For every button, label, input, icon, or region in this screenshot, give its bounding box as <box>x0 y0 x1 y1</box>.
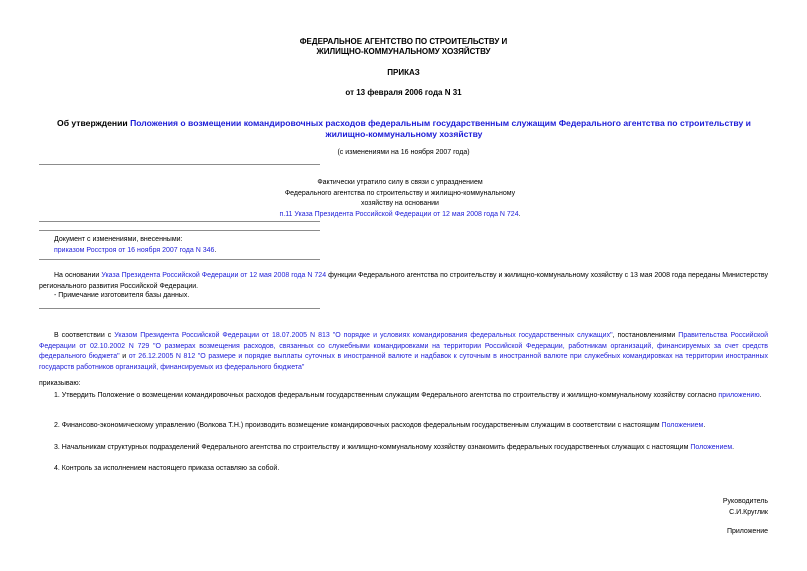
appendix-label: Приложение <box>726 528 768 535</box>
void-line-3: хозяйству на основании <box>361 200 439 207</box>
order-item-2: 2. Финансово-экономическому управлению (Волкова Т.Н.) производить возмещение командировочных расходов федеральным государственным служащим в соответствии с настоящим Положением. <box>54 422 706 429</box>
signature-name: С.И.Круглик <box>729 509 768 516</box>
basis-link[interactable]: Указа Президента Российской Федерации от 12 мая 2008 года N 724 <box>101 272 327 279</box>
basis-note: На основании Указа Президента Российской Федерации от 12 мая 2008 года N 724 функции Федерального агентства по строительству и жилищно-коммунальному хозяйству с 13 мая 2008 года переданы Министерству регионального развития Российской Федерации. <box>39 272 768 290</box>
order-word: приказываю: <box>39 380 81 387</box>
title-prefix: Об утверждении <box>57 118 131 128</box>
void-line-2: Федерального агентства по строительству и жилищно-коммунальному <box>284 189 516 197</box>
changes-link[interactable]: приказом Росстроя от 16 ноября 2007 года N 346 <box>54 246 215 254</box>
preamble-link-decree[interactable]: Указом Президента Российской Федерации от 18.07.2005 N 813 "О порядке и условиях командирования федеральных государственных служащих" <box>114 332 613 339</box>
amended-note: (с изменениями на 16 ноября 2007 года) <box>337 149 470 156</box>
void-line-1: Фактически утратило силу в связи с упразднением <box>317 179 483 186</box>
order-date: от 13 февраля 2006 года N 31 <box>345 88 462 97</box>
signature-block <box>723 496 768 518</box>
appendix-link[interactable]: приложению <box>718 392 760 399</box>
divider <box>39 221 320 222</box>
preamble: В соответствии с Указом Президента Российской Федерации от 18.07.2005 N 813 "О порядке и условиях командирования федеральных государственных служащих", постановлениями Правительства Российской Федерации от 02.10.2002 N 729 "О размерах возмещения расходов, связанных со служебными командировками на территории Российской Федерации, работникам организаций, финансируемых за счет средств федерального бюджета" и от 26.12.2005 N 812 "О размере и порядке выплаты суточных в иностранной валюте и надбавок к суточным в иностранной валюте при служебных командировках на территории иностранных государств работников организаций, финансируемых из федерального бюджета" <box>39 332 769 371</box>
preamble-link-resolution-812[interactable]: от 26.12.2005 N 812 "О размере и порядке выплаты суточных в иностранной валюте и надбавок к суточным в иностранной валюте при служебных командировках на территории иностранных государств работников организаций, финансируемых из федерального бюджета" <box>39 353 768 371</box>
changes-text: Документ с изменениями, внесенными: <box>54 236 183 243</box>
agency-line-2: ЖИЛИЩНО-КОММУНАЛЬНОМУ ХОЗЯЙСТВУ <box>316 47 491 56</box>
divider <box>39 308 320 309</box>
changes-note: Документ с изменениями, внесенными: приказом Росстроя от 16 ноября 2007 года N 346. <box>54 236 217 254</box>
signature-role: Руководитель <box>722 498 768 505</box>
void-link[interactable]: п.11 Указа Президента Российской Федерации от 12 мая 2008 года N 724 <box>279 210 519 218</box>
order-item-1: 1. Утвердить Положение о возмещении командировочных расходов федеральным государственным служащим Федерального агентства по строительству и жилищно-коммунальному хозяйству согласно приложению. <box>54 392 762 399</box>
db-note: - Примечание изготовителя базы данных. <box>54 292 190 299</box>
agency-line-1: ФЕДЕРАЛЬНОЕ АГЕНТСТВО ПО СТРОИТЕЛЬСТВУ И <box>299 37 508 46</box>
order-item-3: 3. Начальникам структурных подразделений Федерального агентства по строительству и жилищно-коммунальному хозяйству ознакомить федеральных государственных служащих с настоящим Положением. <box>54 444 735 451</box>
order-label: ПРИКАЗ <box>387 68 420 77</box>
divider <box>39 259 320 260</box>
regulation-link-1[interactable]: Положением <box>661 422 704 429</box>
document-title <box>40 118 768 140</box>
regulation-link-2[interactable]: Положением <box>690 444 733 451</box>
agency-name <box>0 37 807 57</box>
title-link[interactable]: Положения о возмещении командировочных расходов федеральным государственным служащим Федерального агентства по строительству и жилищно-коммунальному хозяйству <box>130 118 751 139</box>
order-item-4: 4. Контроль за исполнением настоящего приказа оставляю за собой. <box>54 465 280 472</box>
divider <box>39 230 320 231</box>
void-notice: Фактически утратило силу в связи с упразднением Федерального агентства по строительству и жилищно-коммунальному хозяйству на основании п.11 Указа Президента Российской Федерации от 12 мая 2008 года N 724. <box>180 178 620 220</box>
divider <box>39 164 320 165</box>
preamble-link-resolution-729[interactable]: Правительства Российской Федерации от 02.10.2002 N 729 "О размерах возмещения расходов, связанных со служебными командировками на территории Российской Федерации, работникам организаций, финансируемых за счет средств федерального бюджета" <box>39 332 769 360</box>
